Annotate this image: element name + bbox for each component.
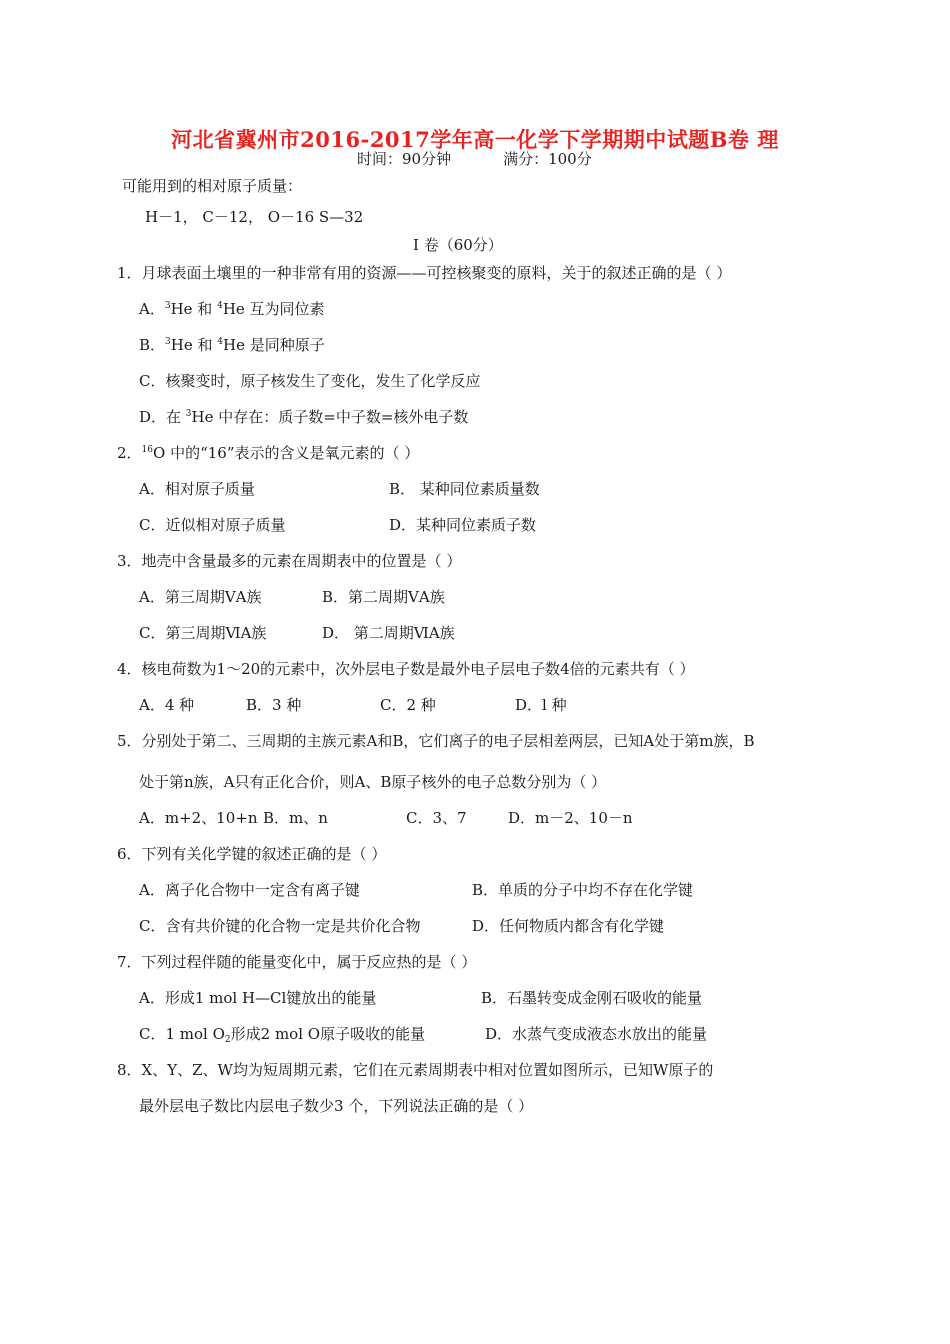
question-3-option-a: A．第三周期ⅤA族 (139, 588, 262, 606)
question-1-option-d: D．在 $^3$He 中存在：质子数=中子数=核外电子数 (139, 408, 469, 426)
question-7-option-b: B．石墨转变成金刚石吸收的能量 (481, 989, 703, 1007)
question-5-option-b: B．m、n (263, 809, 328, 827)
question-3-option-d: D． 第二周期ⅥA族 (322, 624, 455, 642)
question-8-stem: 8．X、Y、Z、W均为短周期元素，它们在元素周期表中相对位置如图所示，已知W原子的 (117, 1061, 714, 1079)
exam-meta (357, 148, 592, 169)
atomic-mass-values: H－1， C－12， O－16 S—32 (145, 208, 364, 226)
question-2-option-a: A．相对原子质量 (139, 480, 255, 498)
exam-time: 时间：90分钟 (357, 150, 452, 168)
question-6-stem: 6．下列有关化学键的叙述正确的是（ ） (117, 845, 387, 863)
question-5-option-c: C．3、7 (406, 809, 467, 827)
question-8-stem-continued: 最外层电子数比内层电子数少3 个，下列说法正确的是（ ） (139, 1097, 534, 1115)
question-7-stem: 7．下列过程伴随的能量变化中，属于反应热的是（ ） (117, 953, 477, 971)
question-6-option-c: C．含有共价键的化合物一定是共价化合物 (139, 917, 421, 935)
question-2-option-b: B． 某种同位素质量数 (389, 480, 540, 498)
question-4-stem: 4．核电荷数为1～20的元素中，次外层电子数是最外电子层电子数4倍的元素共有（ ） (117, 660, 695, 678)
section-title: Ⅰ 卷（60分） (413, 236, 503, 254)
question-5-stem-continued: 处于第n族，A只有正化合价，则A、B原子核外的电子总数分别为（ ） (139, 773, 607, 791)
question-2-option-c: C．近似相对原子质量 (139, 516, 286, 534)
atomic-mass-label: 可能用到的相对原子质量： (122, 177, 303, 195)
question-7-option-d: D．水蒸气变成液态水放出的能量 (485, 1025, 708, 1043)
question-7-option-a: A．形成1 mol H—Cl键放出的能量 (139, 989, 377, 1007)
question-5-option-a: A．m+2、10+n (139, 809, 258, 827)
question-4-option-b: B．3 种 (246, 696, 302, 714)
question-3-option-b: B．第二周期ⅤA族 (322, 588, 445, 606)
question-5-stem: 5．分别处于第二、三周期的主族元素A和B，它们离子的电子层相差两层，已知A处于第m族，B (117, 732, 755, 750)
exam-title: 河北省冀州市2016-2017学年高一化学下学期期中试题B卷 理 (171, 127, 779, 152)
question-1-stem: 1．月球表面土壤里的一种非常有用的资源——可控核聚变的原料，关于的叙述正确的是（ ） (117, 264, 732, 282)
question-1-option-c: C．核聚变时，原子核发生了变化，发生了化学反应 (139, 372, 481, 390)
question-6-option-b: B．单质的分子中均不存在化学键 (472, 881, 694, 899)
question-3-option-c: C．第三周期ⅥA族 (139, 624, 267, 642)
question-1-option-b: B．$^3$He 和 $^4$He 是同种原子 (139, 336, 325, 354)
question-6-option-a: A．离子化合物中一定含有离子键 (139, 881, 360, 899)
question-4-option-c: C．2 种 (380, 696, 436, 714)
question-3-stem: 3．地壳中含量最多的元素在周期表中的位置是（ ） (117, 552, 462, 570)
question-2-option-d: D．某种同位素质子数 (389, 516, 537, 534)
question-2-stem: 2．$^{16}$O 中的“16”表示的含义是氧元素的（ ） (117, 444, 420, 462)
question-6-option-d: D．任何物质内都含有化学键 (472, 917, 665, 935)
question-1-option-a: A．$^3$He 和 $^4$He 互为同位素 (139, 300, 325, 318)
exam-score: 满分：100分 (503, 150, 592, 168)
question-4-option-a: A．4 种 (139, 696, 195, 714)
question-7-option-c: C．1 mol $O_2$形成2 mol O原子吸收的能量 (139, 1025, 426, 1045)
question-4-option-d: D．l 种 (515, 696, 567, 714)
question-5-option-d: D．m－2、10－n (508, 809, 633, 827)
